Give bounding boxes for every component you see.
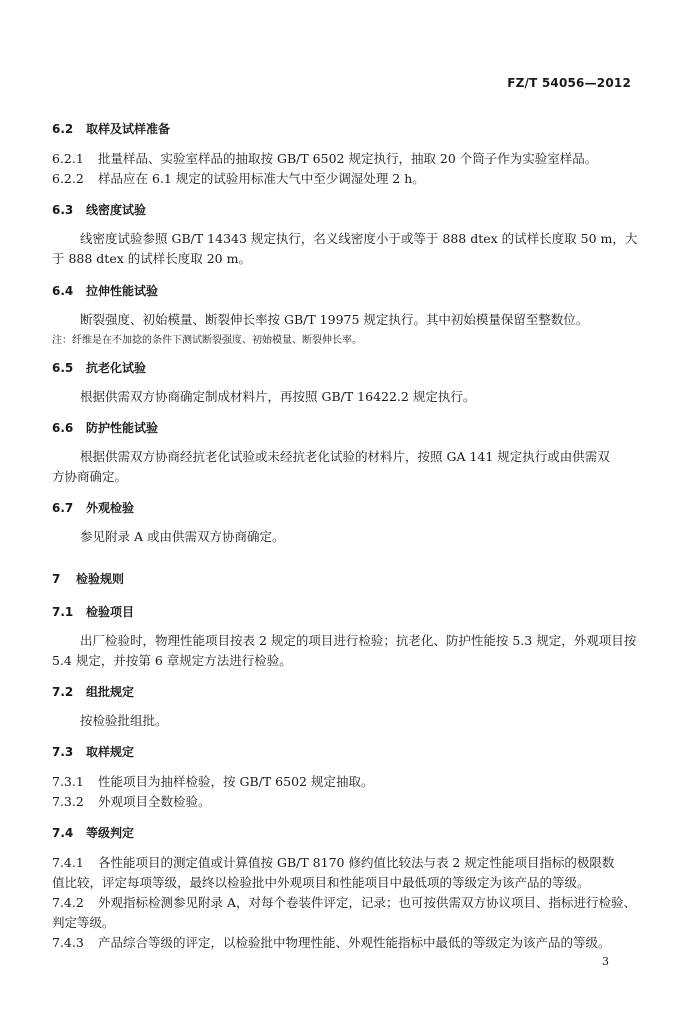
section-number: 6.3 xyxy=(52,203,74,217)
paragraph-line: 根据供需双方协商确定制成材料片，再按照 GB/T 16422.2 规定执行。 xyxy=(80,389,476,404)
paragraph-line: 根据供需双方协商经抗老化试验或未经抗老化试验的材料片，按照 GA 141 规定执行或由供需双 xyxy=(80,449,610,464)
clause-line xyxy=(52,935,687,951)
paragraph-line: 参见附录 A 或由供需双方协商确定。 xyxy=(80,529,285,544)
clause-text: 外观项目全数检验。 xyxy=(98,794,211,809)
clause-number: 7.3.2 xyxy=(52,794,84,809)
clause-text: 性能项目为抽样检验，按 GB/T 6502 规定抽取。 xyxy=(98,774,374,789)
section-heading xyxy=(52,825,687,841)
section-title: 拉伸性能试验 xyxy=(86,284,159,298)
clause-text: 外观指标检测参见附录 A，对每个卷装件评定，记录；也可按供需双方协议项目、指标进行检验、 xyxy=(98,895,637,910)
paragraph-line: 值比较，评定每项等级，最终以检验批中外观项目和性能项目中最低项的等级定为该产品的等级。 xyxy=(52,875,590,890)
clause-line xyxy=(52,151,687,167)
section-heading xyxy=(52,202,687,218)
paragraph-line: 判定等级。 xyxy=(52,915,115,930)
section-number: 7.2 xyxy=(52,685,74,699)
paragraph-line: 线密度试验参照 GB/T 14343 规定执行，名义线密度小于或等于 888 dtex 的试样长度取 50 m，大 xyxy=(80,231,638,246)
section-title: 取样及试样准备 xyxy=(86,122,171,136)
clause-line xyxy=(52,171,687,187)
paragraph-line: 于 888 dtex 的试样长度取 20 m。 xyxy=(52,251,251,266)
section-heading xyxy=(52,744,687,760)
section-title: 等级判定 xyxy=(86,826,135,840)
chapter-number: 7 xyxy=(52,572,61,586)
clause-line xyxy=(52,855,687,871)
clause-number: 6.2.2 xyxy=(52,171,84,186)
section-title: 外观检验 xyxy=(86,501,135,515)
section-heading xyxy=(52,500,687,516)
section-title: 检验项目 xyxy=(86,605,135,619)
paragraph-line: 方协商确定。 xyxy=(52,469,128,484)
clause-line xyxy=(52,774,687,790)
section-heading xyxy=(52,684,687,700)
chapter-heading xyxy=(52,571,687,587)
paragraph-line: 出厂检验时，物理性能项目按表 2 规定的项目进行检验；抗老化、防护性能按 5.3 规定，外观项目按 xyxy=(80,633,637,648)
section-heading xyxy=(52,283,687,299)
section-number: 6.6 xyxy=(52,421,74,435)
paragraph-line: 按检验批组批。 xyxy=(80,713,168,728)
section-number: 6.4 xyxy=(52,284,74,298)
section-title: 抗老化试验 xyxy=(86,361,147,375)
paragraph-line: 断裂强度、初始模量、断裂伸长率按 GB/T 19975 规定执行。其中初始模量保留至整数位。 xyxy=(80,312,589,327)
clause-text: 批量样品、实验室样品的抽取按 GB/T 6502 规定执行，抽取 20 个筒子作为实验室样品。 xyxy=(98,151,598,166)
clause-text: 各性能项目的测定值或计算值按 GB/T 8170 修约值比较法与表 2 规定性能项目指标的极限数 xyxy=(98,855,615,870)
section-number: 6.2 xyxy=(52,122,74,136)
section-heading xyxy=(52,420,687,436)
standard-code: FZ/T 54056—2012 xyxy=(507,76,631,90)
clause-text: 样品应在 6.1 规定的试验用标准大气中至少调湿处理 2 h。 xyxy=(98,171,425,186)
section-number: 6.5 xyxy=(52,361,74,375)
clause-number: 7.4.1 xyxy=(52,855,84,870)
section-title: 取样规定 xyxy=(86,745,135,759)
section-number: 6.7 xyxy=(52,501,74,515)
section-number: 7.1 xyxy=(52,605,74,619)
page-number: 3 xyxy=(602,955,609,968)
section-title: 线密度试验 xyxy=(86,203,147,217)
clause-number: 6.2.1 xyxy=(52,151,84,166)
clause-text: 产品综合等级的评定，以检验批中物理性能、外观性能指标中最低的等级定为该产品的等级。 xyxy=(98,935,611,950)
chapter-title: 检验规则 xyxy=(76,572,125,586)
section-heading xyxy=(52,604,687,620)
section-heading xyxy=(52,360,687,376)
section-heading xyxy=(52,121,687,137)
section-number: 7.3 xyxy=(52,745,74,759)
section-title: 组批规定 xyxy=(86,685,135,699)
clause-number: 7.4.2 xyxy=(52,895,84,910)
section-number: 7.4 xyxy=(52,826,74,840)
note-line: 注：纤维是在不加捻的条件下测试断裂强度、初始模量、断裂伸长率。 xyxy=(52,335,362,346)
clause-line xyxy=(52,895,687,911)
section-title: 防护性能试验 xyxy=(86,421,159,435)
paragraph-line: 5.4 规定，并按第 6 章规定方法进行检验。 xyxy=(52,653,292,668)
clause-line xyxy=(52,794,687,810)
clause-number: 7.4.3 xyxy=(52,935,84,950)
clause-number: 7.3.1 xyxy=(52,774,84,789)
